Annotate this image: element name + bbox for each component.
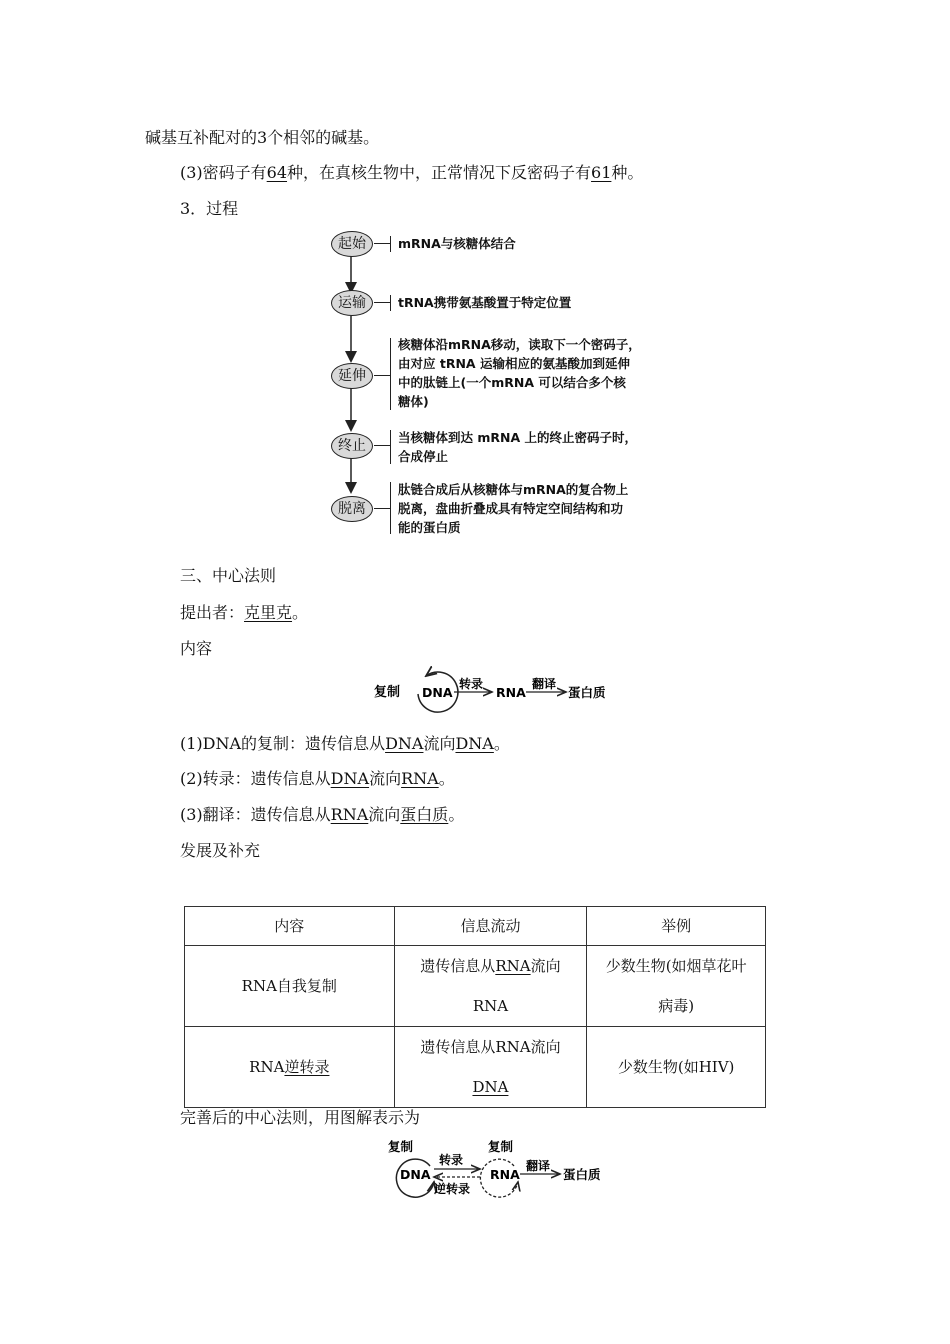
item-translation [180, 805, 464, 825]
text-segment: 流向 [423, 734, 456, 753]
text-segment: 种，在真核生物中，正常情况下反密码子有 [287, 163, 592, 182]
bracket [390, 338, 391, 410]
item-transcription [180, 769, 455, 789]
step-start-oval: 起始 [331, 231, 373, 257]
table-row [185, 1027, 766, 1108]
translate-label: 翻译 [532, 677, 557, 691]
protein-label: 蛋白质 [568, 685, 606, 700]
source: RNA [330, 805, 369, 824]
rna-label: RNA [496, 685, 526, 700]
step-termination-oval: 终止 [331, 433, 373, 459]
desc-line: tRNA携带氨基酸置于特定位置 [398, 295, 572, 310]
source: DNA [330, 769, 370, 788]
step-transport-desc [398, 293, 571, 312]
source: DNA [385, 734, 424, 753]
bracket [390, 430, 391, 464]
text-segment: 遗传信息从 [420, 957, 496, 975]
content-cell [185, 1027, 395, 1108]
step-elongation-oval: 延伸 [331, 363, 373, 389]
proposer-line [180, 603, 308, 623]
cell-line: 病毒) [658, 997, 695, 1015]
replicate-label: 复制 [388, 1139, 414, 1154]
final-caption: 完善后的中心法则，用图解表示为 [180, 1108, 421, 1127]
text-segment: 流向 [368, 805, 401, 824]
codon-count: 64 [266, 163, 288, 182]
text-segment: (2)转录：遗传信息从 [180, 769, 331, 788]
rna-replicate-label: 复制 [488, 1139, 514, 1154]
proposer-name: 克里克 [244, 603, 293, 622]
desc-line: 能的蛋白质 [398, 520, 461, 535]
central-dogma-diagram [370, 666, 620, 716]
bracket [390, 482, 391, 534]
cell-line: 少数生物(如烟草花叶 [605, 957, 747, 975]
complete-central-dogma-diagram [376, 1134, 616, 1200]
connector [374, 302, 390, 303]
text-segment: 。 [292, 603, 309, 622]
header-cell: 举例 [587, 907, 766, 946]
flow-cell [394, 1027, 587, 1108]
reverse-transcribe-label: 逆转录 [434, 1182, 471, 1196]
desc-line: 糖体) [398, 394, 429, 409]
text-segment: RNA [249, 1058, 285, 1076]
development-label: 发展及补充 [180, 841, 261, 860]
paragraph-codon-count [180, 163, 643, 183]
content-label: 内容 [180, 639, 213, 658]
source: RNA [495, 957, 531, 975]
text-segment: 流向 [530, 957, 561, 975]
step-elongation-desc [398, 335, 641, 411]
translate-label: 翻译 [526, 1159, 551, 1173]
connector [374, 243, 390, 244]
text-segment: (1)DNA的复制：遗传信息从 [180, 734, 386, 753]
table-row [185, 946, 766, 1027]
dna-label: DNA [400, 1167, 431, 1182]
desc-line: 合成停止 [398, 449, 449, 464]
connector [374, 508, 390, 509]
paragraph-codon-definition [145, 128, 379, 148]
text-segment: 。 [438, 769, 455, 788]
bracket [390, 236, 391, 252]
desc-line: 中的肽链上(一个mRNA 可以结合多个核 [398, 375, 626, 390]
desc-line: mRNA与核糖体结合 [398, 236, 516, 251]
rna-label: RNA [490, 1167, 520, 1182]
replicate-label: 复制 [374, 685, 401, 700]
transcribe-label: 转录 [459, 677, 484, 691]
header-cell: 信息流动 [394, 907, 587, 946]
cell-line [401, 1067, 581, 1107]
text-segment: 流向 [369, 769, 402, 788]
section-heading-process: 3．过程 [180, 199, 239, 218]
target: RNA [472, 997, 509, 1015]
text-segment: 种。 [611, 163, 644, 182]
desc-line: 核糖体沿mRNA移动，读取下一个密码子， [398, 337, 641, 352]
step-termination-desc [398, 428, 637, 466]
example-cell: 少数生物(如HIV) [587, 1027, 766, 1108]
bracket [390, 295, 391, 311]
flow-cell [394, 946, 587, 1027]
cell-line [401, 986, 581, 1026]
anticodon-count: 61 [591, 163, 612, 182]
target: 蛋白质 [400, 805, 449, 824]
cell-line: 遗传信息从RNA流向 [420, 1038, 561, 1056]
text-segment: 。 [448, 805, 465, 824]
target: DNA [455, 734, 494, 753]
connector [374, 375, 390, 376]
step-release-oval: 脱离 [331, 496, 373, 522]
step-release-desc [398, 480, 628, 537]
content-cell: RNA自我复制 [185, 946, 395, 1027]
step-start-desc [398, 234, 516, 253]
example-cell [587, 946, 766, 1027]
transcribe-label: 转录 [439, 1153, 464, 1167]
item-dna-replication [180, 734, 510, 754]
text-segment: (3)密码子有 [180, 163, 267, 182]
table-header-row [185, 907, 766, 946]
target: DNA [472, 1078, 509, 1096]
desc-line: 由对应 tRNA 运输相应的氨基酸加到延伸 [398, 356, 630, 371]
text-segment: 提出者： [180, 603, 245, 622]
protein-label: 蛋白质 [563, 1167, 601, 1182]
text-segment: 。 [493, 734, 510, 753]
step-transport-oval: 运输 [331, 290, 373, 316]
text-segment: (3)翻译：遗传信息从 [180, 805, 331, 824]
cell-line [401, 946, 581, 986]
desc-line: 当核糖体到达 mRNA 上的终止密码子时， [398, 430, 637, 445]
target: RNA [401, 769, 439, 788]
reverse-transcription: 逆转录 [284, 1058, 330, 1076]
header-cell: 内容 [185, 907, 395, 946]
connector [374, 445, 390, 446]
dna-label: DNA [422, 685, 453, 700]
desc-line: 肽链合成后从核糖体与mRNA的复合物上 [398, 482, 629, 497]
section-heading-central-dogma: 三、中心法则 [180, 566, 277, 585]
paragraph-text: 碱基互补配对的3个相邻的碱基。 [145, 128, 380, 147]
desc-line: 脱离，盘曲折叠成具有特定空间结构和功 [398, 501, 624, 516]
development-table [184, 906, 766, 1108]
